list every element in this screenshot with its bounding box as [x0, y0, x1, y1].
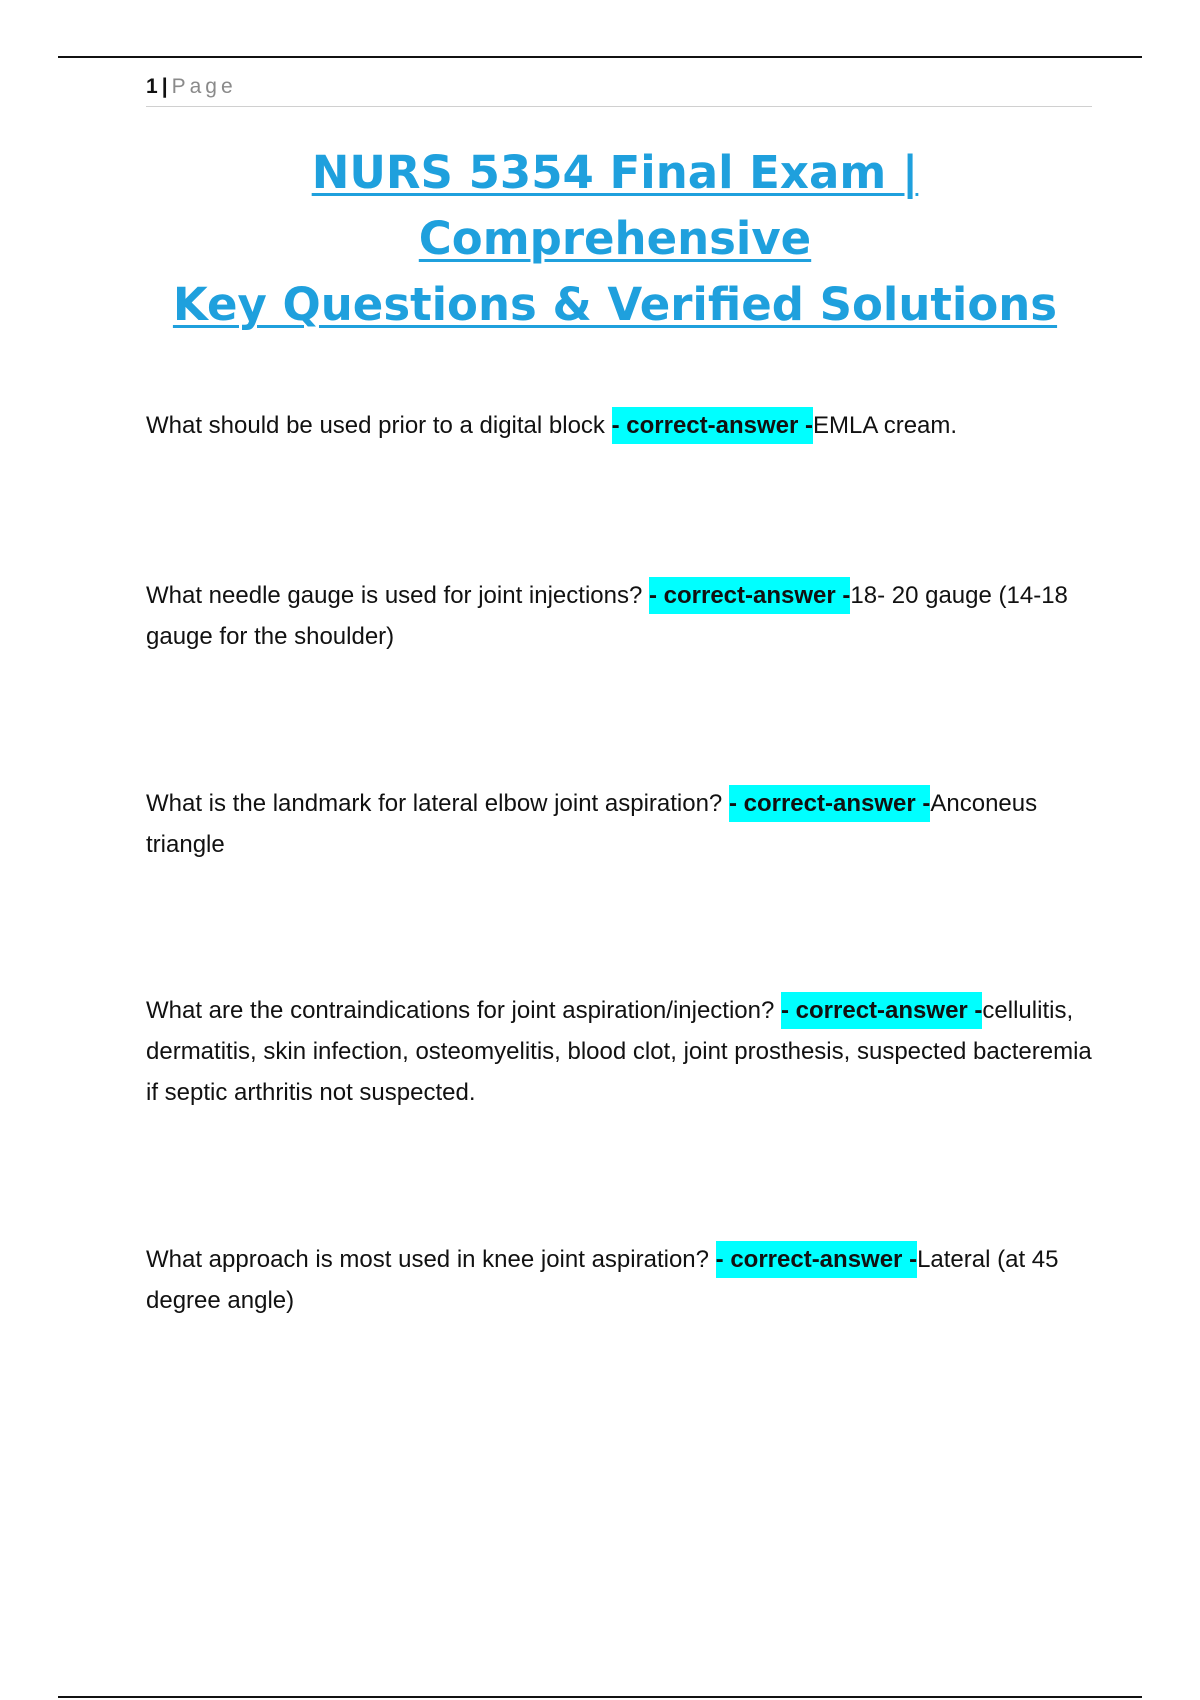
question-text: What are the contraindications for joint aspiration/injection? — [146, 997, 782, 1024]
answer-text: cellulitis, dermatitis, skin infection, osteomyelitis, blood clot, joint prosthesis, suspected bacteremia if septic arthritis not suspected. — [146, 997, 1092, 1106]
qa-item — [146, 575, 1096, 657]
qa-item — [146, 1239, 1096, 1321]
page-number: 1 — [146, 75, 158, 98]
answer-text: 18- 20 gauge (14-18 gauge for the shoulder) — [146, 582, 1068, 650]
qa-item — [146, 783, 1096, 865]
page-bottom-rule — [58, 1696, 1142, 1698]
correct-answer-marker: - correct-answer - — [716, 1241, 917, 1278]
correct-answer-marker: - correct-answer - — [781, 992, 982, 1029]
title-line-1: NURS 5354 Final Exam | Comprehensive — [311, 146, 919, 265]
document-title — [120, 140, 1110, 338]
correct-answer-marker: - correct-answer - — [612, 407, 813, 444]
question-text: What approach is most used in knee joint aspiration? — [146, 1246, 716, 1273]
title-line-2: Key Questions & Verified Solutions — [172, 278, 1058, 331]
page-top-rule — [58, 56, 1142, 58]
correct-answer-marker: - correct-answer - — [729, 785, 930, 822]
question-text: What is the landmark for lateral elbow joint aspiration? — [146, 790, 729, 817]
question-text: What needle gauge is used for joint injections? — [146, 582, 649, 609]
answer-text: Anconeus triangle — [146, 790, 1038, 858]
correct-answer-marker: - correct-answer - — [649, 577, 850, 614]
page-header — [146, 72, 1092, 107]
question-text: What should be used prior to a digital block — [146, 412, 612, 439]
page-label: Page — [171, 75, 237, 98]
answer-text: EMLA cream. — [813, 412, 958, 439]
page-separator: | — [161, 75, 168, 98]
answer-text: Lateral (at 45 degree angle) — [146, 1246, 1059, 1314]
qa-item — [146, 405, 1096, 446]
qa-item — [146, 990, 1096, 1113]
